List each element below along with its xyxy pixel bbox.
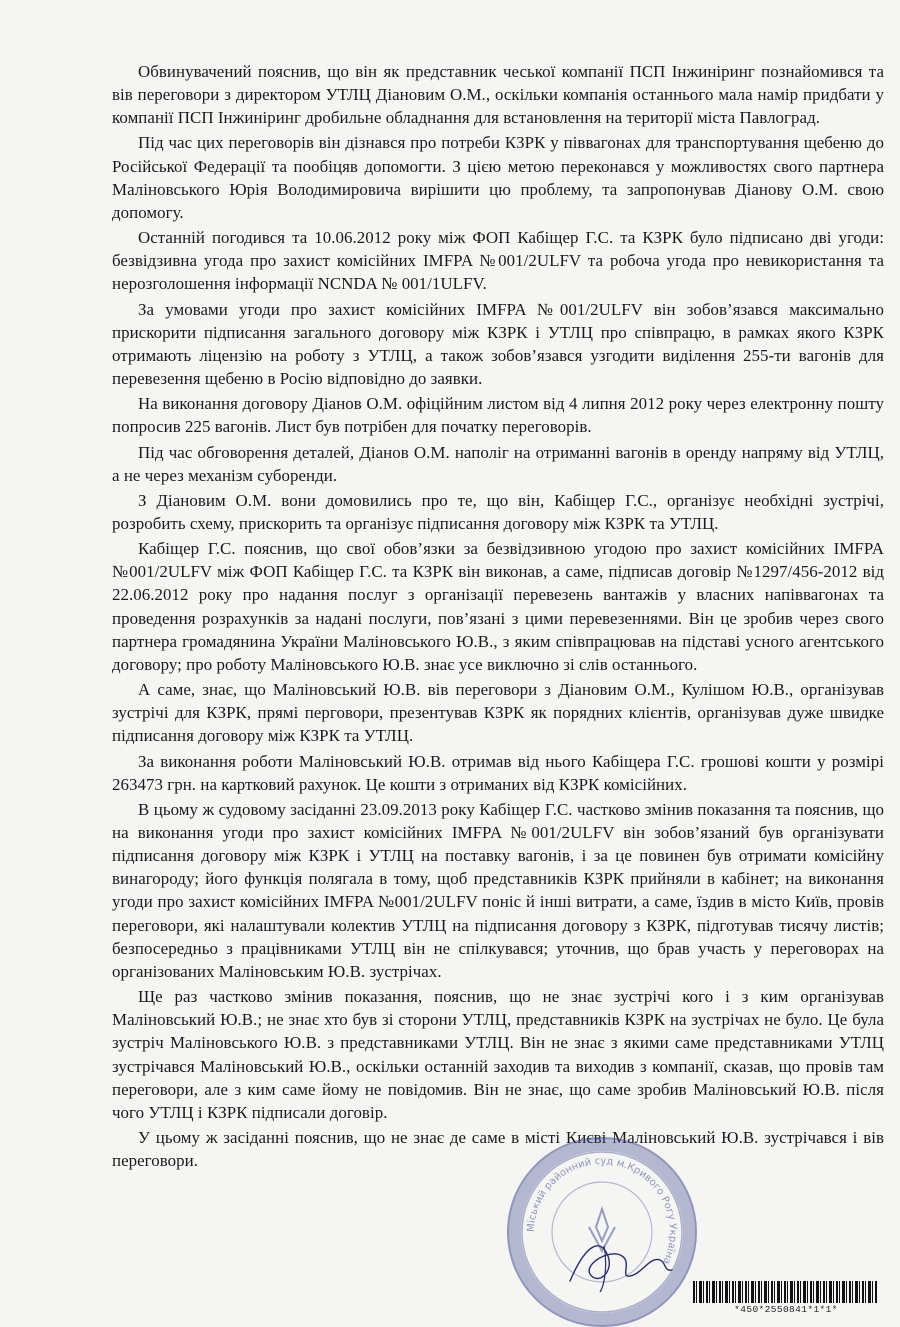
paragraph: За виконання роботи Маліновський Ю.В. отримав від нього Кабіщера Г.С. грошові кошти у розмірі 263473 грн. на картковий рахунок. Це кошти з отриманих від КЗРК комісійних. <box>112 751 884 794</box>
barcode <box>693 1281 877 1303</box>
paragraph: Під час обговорення деталей, Діанов О.М. наполіг на отриманні вагонів в оренду напряму від УТЛЦ, а не через механізм суборенди. <box>112 442 884 485</box>
paragraph: Останній погодився та 10.06.2012 року між ФОП Кабіщер Г.С. та КЗРК було підписано дві угоди: безвідзивна угода про захист комісійних IMFPA №001/2ULFV та робоча угода про невикористання та нерозголошення інформації NCNDA № 001/1ULFV. <box>112 228 884 294</box>
paragraph: З Діановим О.М. вони домовились про те, що він, Кабіщер Г.С., організує необхідні зустрічі, розробить схему, прискорить та організує підписання договору між КЗРК та УТЛЦ. <box>112 490 884 533</box>
paragraph: У цьому ж засіданні пояснив, що не знає де саме в місті Києві Маліновський Ю.В. зустрічався і вів переговори. <box>112 1128 884 1171</box>
barcode-number: *450*2550841*1*1* <box>734 1304 838 1315</box>
paragraph: Кабіщер Г.С. пояснив, що свої обов’язки за безвідзивною угодою про захист комісійних IMFPA №001/2ULFV між ФОП Кабіщер Г.С. та КЗРК він виконав, а саме, підписав договір №1297/456-2012 від 22.06.2012 року про надання послуг з організації перевезень вантажів у власних напіввагонах та проведення розрахунків за надані послуги, пов’язані з цими перевезеннями. Він це зробив через свого партнера громадянина України Маліновського Ю.В., з яким співпрацював на підставі усного агентського договору; про роботу Маліновського Ю.В. знає усе виключно зі слів останнього. <box>112 539 884 674</box>
paragraph: За умовами угоди про захист комісійних IMFPA №001/2ULFV він зобов’язався максимально прискорити підписання загального договору між КЗРК і УТЛЦ про співпрацю, в рамках якого КЗРК отримають ліцензію на роботу з УТЛЦ, а також зобов’язався узгодити виділення 255-ти вагонів для перевезення щебеню в Росію відповідно до заявки. <box>112 299 884 389</box>
paragraph: На виконання договору Діанов О.М. офіційним листом від 4 липня 2012 року через електронну пошту попросив 225 вагонів. Лист був потрібен для початку переговорів. <box>112 394 884 437</box>
stamp-text: Міський районний суд м.Кривого Рогу Україна <box>525 1155 679 1266</box>
paragraph: В цьому ж судовому засіданні 23.09.2013 року Кабіщер Г.С. частково змінив показання та пояснив, що на виконання угоди про захист комісійних IMFPA №001/2ULFV він зобов’язаний був організувати підписання договору між КЗРК і УТЛЦ на поставку вагонів, і за це повинен був отримати комісійну винагороду; його функція полягала в тому, щоб представників КЗРК прийняли в кабінет; на виконання угоди про захист комісійних IMFPA №001/2ULFV поніс й інші витрати, а саме, їздив в місто Київ, провів переговори, які налаштували колектив УТЛЦ на підписання договору з КЗРК, підготував тисячу листів; безпосередньо з працівниками УТЛЦ він не спілкувався; уточнив, що брав участь у переговорах на організованих Маліновським Ю.В. зустрічах. <box>112 799 884 981</box>
signature-icon <box>560 1226 680 1296</box>
paragraph: А саме, знає, що Маліновський Ю.В. вів переговори з Діановим О.М., Кулішом Ю.В., організував зустрічі для КЗРК, прямі перговори, презентував КЗРК як порядних клієнтів, організував дуже швидке підписання договору між КЗРК та УТЛЦ. <box>112 680 884 746</box>
document-body <box>112 60 884 1172</box>
paragraph: Під час цих переговорів він дізнався про потреби КЗРК у піввагонах для транспортування щебеню до Російської Федерації та пообіцяв допомогти. З цією метою переконався у можливостях свого партнера Маліновського Юрія Володимировича вирішити цю проблему, та запропонував Діанову О.М. свою допомогу. <box>112 133 884 222</box>
paragraph: Обвинувачений пояснив, що він як представник чеської компанії ПСП Інжиніринг познайомився та вів переговори з директором УТЛЦ Діановим О.М., оскільки компанія останнього мала намір придбати у компанії ПСП Інжиніринг дробильне обладнання для встановлення на території міста Павлоград. <box>112 62 884 128</box>
paragraph: Ще раз частково змінив показання, пояснив, що не знає зустрічі кого і з ким організував Маліновський Ю.В.; не знає хто був зі сторони УТЛЦ, представників КЗРК на зустрічах не було. Це була зустріч Маліновського Ю.В. з представниками УТЛЦ. Він не знає з якими саме представниками УТЛЦ зустрічався Маліновський Ю.В., оскільки останній заходив та виходив з компанії, сказав, що провів там переговори, але з ким саме йому не повідомив. Він не знає, що саме зробив Маліновський Ю.В. після чого УТЛЦ і КЗРК підписали договір. <box>112 987 884 1122</box>
